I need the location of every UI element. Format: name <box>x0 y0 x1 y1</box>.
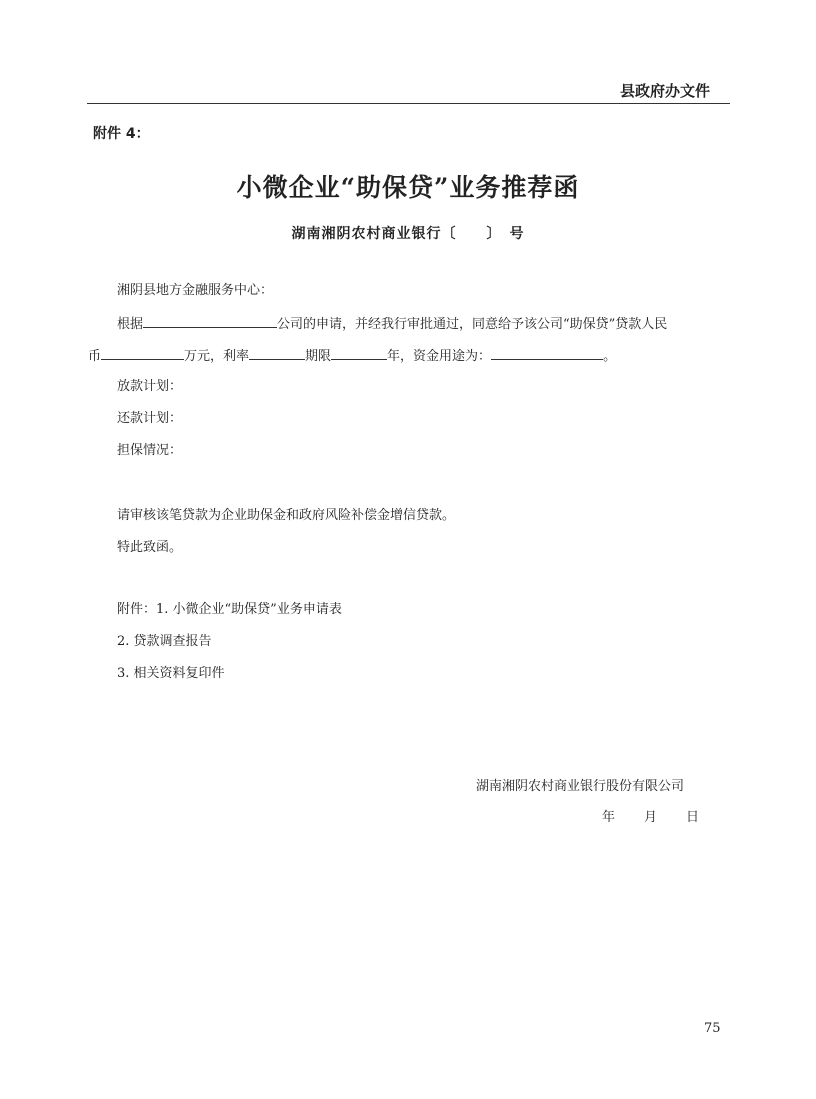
amount-blank <box>101 345 184 360</box>
body-line-2-a: 币 <box>88 349 102 364</box>
date-day: 日 <box>686 810 700 825</box>
repay-plan: 还款计划： <box>117 411 183 426</box>
attachment-label: 附件 4： <box>93 126 150 142</box>
body-line-2-d: 年，资金用途为： <box>387 349 492 364</box>
body-line-1-start: 根据 <box>117 317 144 332</box>
document-subtitle: 湖南湘阴农村商业银行〔 〕 号 <box>291 226 525 242</box>
date-year: 年 <box>602 810 616 825</box>
closing-text: 特此致函。 <box>117 540 183 555</box>
body-line-2 <box>88 345 616 367</box>
guarantee-status: 担保情况： <box>117 443 183 458</box>
page-number: 75 <box>704 1021 721 1036</box>
body-line-2-c: 期限 <box>305 349 332 364</box>
body-line-1-end: 公司的申请，并经我行审批通过，同意给予该公司“助保贷”贷款人民 <box>277 317 668 332</box>
purpose-blank <box>491 345 603 360</box>
term-blank <box>331 345 387 360</box>
rate-blank <box>249 345 305 360</box>
body-line-2-b: 万元，利率 <box>184 349 250 364</box>
signature-org: 湖南湘阴农村商业银行股份有限公司 <box>476 779 685 794</box>
attachment-item-1: 附件：1. 小微企业“助保贷”业务申请表 <box>117 602 342 617</box>
attachment-item-2: 2. 贷款调查报告 <box>117 634 212 649</box>
document-title: 小微企业“助保贷”业务推荐函 <box>236 173 580 202</box>
attachment-item-3: 3. 相关资料复印件 <box>117 666 225 681</box>
body-line-1 <box>117 313 667 335</box>
header-title: 县政府办文件 <box>620 82 711 100</box>
body-line-2-e: 。 <box>603 349 617 364</box>
addressee: 湘阴县地方金融服务中心： <box>117 283 274 298</box>
company-name-blank <box>143 313 277 328</box>
date-month: 月 <box>644 810 658 825</box>
request-text: 请审核该笔贷款为企业助保金和政府风险补偿金增信贷款。 <box>117 508 456 523</box>
header-divider <box>87 103 730 104</box>
loan-plan: 放款计划： <box>117 379 183 394</box>
